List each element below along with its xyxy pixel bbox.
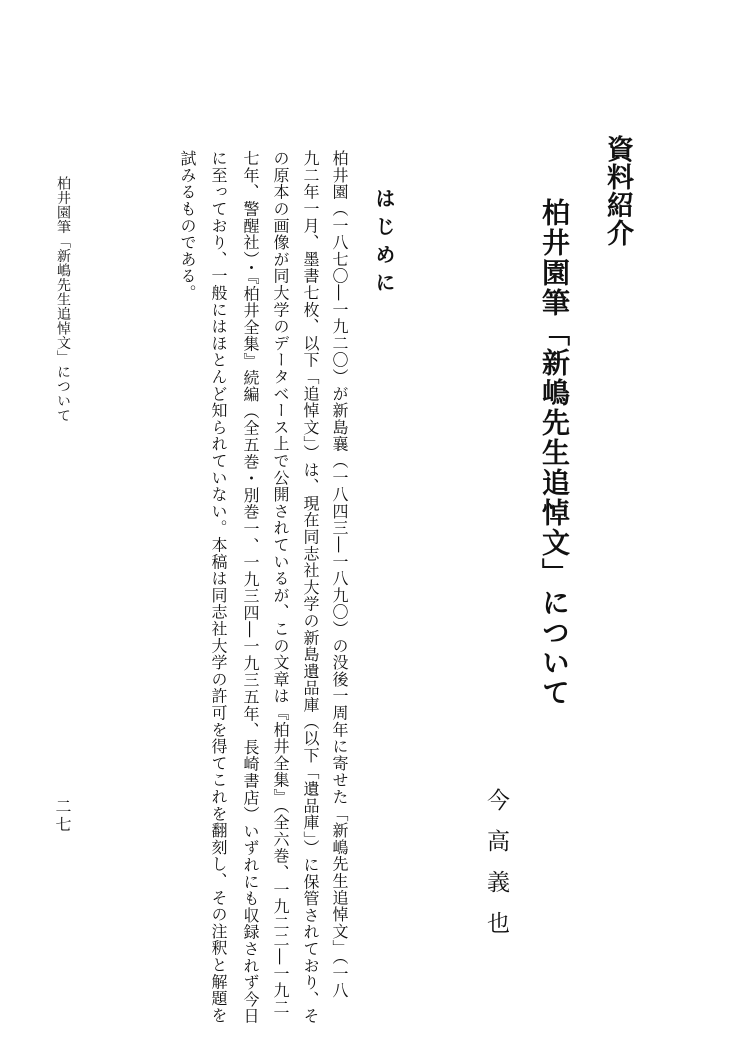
body-line: 柏井園（一八七〇―一九二〇）が新島襄（一八四三―一八九〇）の没後一周年に寄せた「新嶋先生追悼文」（一八 — [330, 150, 349, 999]
page-number: 二七 — [53, 798, 72, 834]
body-line: の原本の画像が同大学のデータベース上で公開されているが、この文章は『柏井全集』（全六巻、一九二二―一九二 — [271, 150, 290, 1016]
article-title: 柏井園筆「新嶋先生追悼文」について — [538, 198, 571, 708]
body-line: に至っており、一般にはほとんど知られていない。本稿は同志社大学の許可を得てこれを翻刻し、その注釈と解題を — [209, 150, 228, 1024]
body-line: 試みるものである。 — [178, 150, 197, 302]
author-name: 今高義也 — [483, 788, 509, 952]
section-heading: はじめに — [372, 188, 396, 300]
article-label: 資料紹介 — [602, 135, 633, 247]
body-line: 七年、警醒社）・『柏井全集』続編（全五巻・別巻一、一九三四―一九三五年、長崎書店）いずれにも収録されず今日 — [241, 150, 260, 1025]
body-line: 九二年一月、墨書七枚、以下「追悼文」）は、現在同志社大学の新島遺品庫（以下「遺品庫」）に保管されており、そ — [301, 150, 320, 1025]
running-title: 柏井園筆「新嶋先生追悼文」について — [55, 176, 71, 423]
